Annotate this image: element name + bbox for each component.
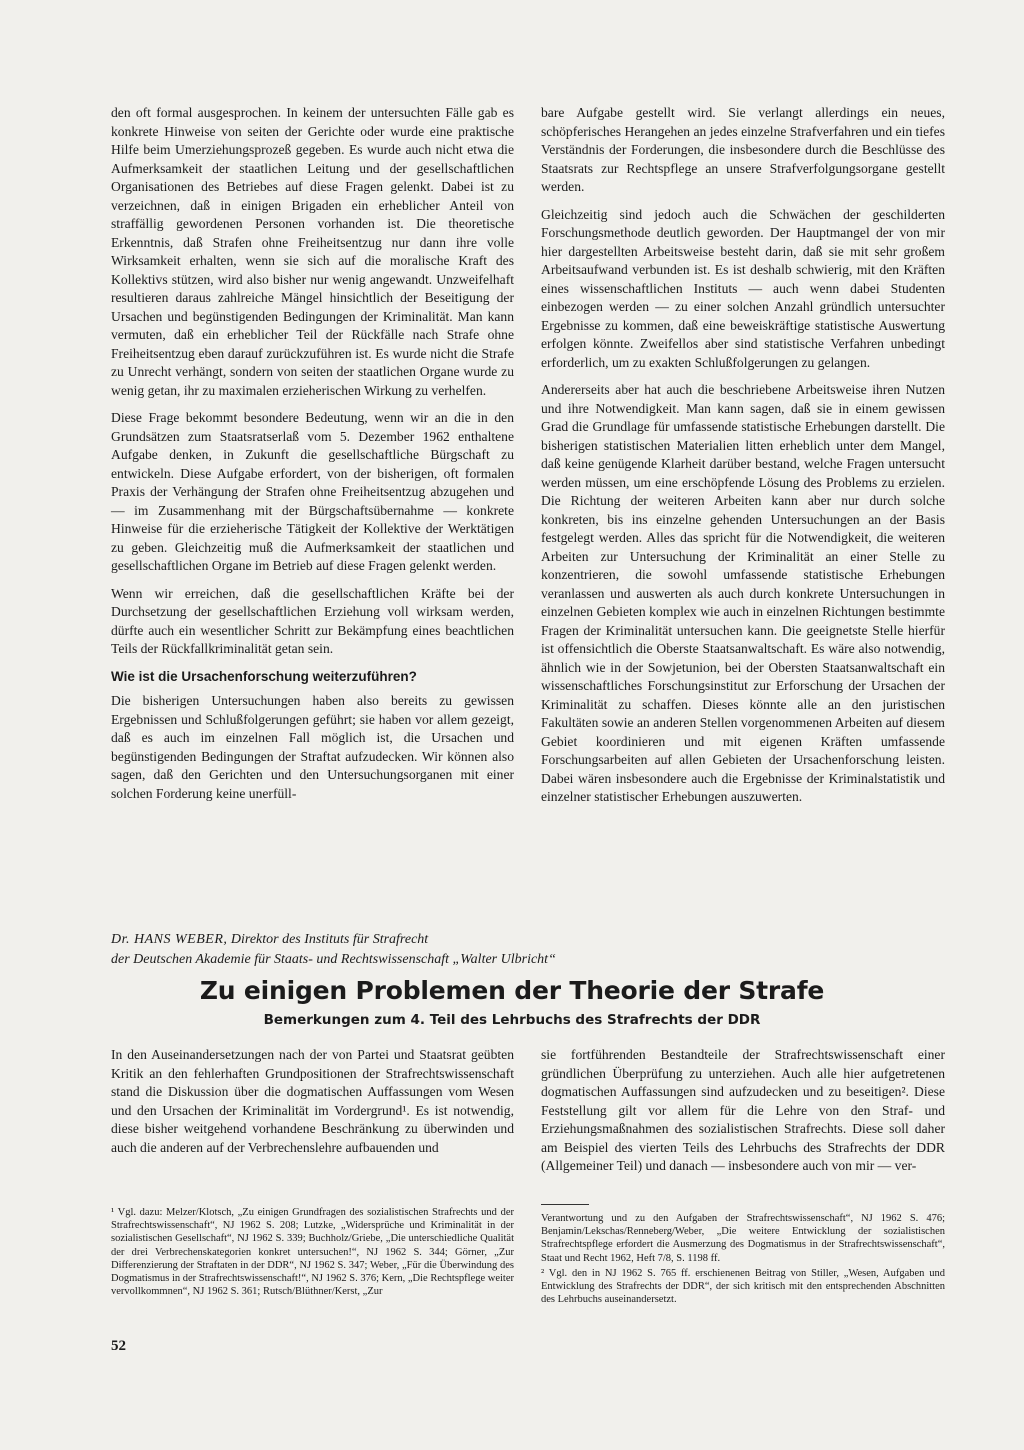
paragraph: bare Aufgabe gestellt wird. Sie verlangt allerdings ein neues, schöpferisches Herangehen an jedes einzelne Strafverfahren und ein tiefes Verständnis der Forderungen, die insbesondere durch die Beschlüsse des Staatsrats zur Rechtspflege an unsere Strafverfolgungsorgane gestellt werden. — [541, 105, 945, 194]
author-name: Dr. HANS WEBER, — [111, 932, 228, 947]
byline-line-1 — [111, 930, 951, 950]
author-role: Direktor des Instituts für Strafrecht — [227, 932, 429, 947]
article-subtitle: Bemerkungen zum 4. Teil des Lehrbuchs des Strafrechts der DDR — [263, 1012, 761, 1028]
paragraph: Wenn wir erreichen, daß die gesellschaftlichen Kräfte bei der Durchsetzung der gesellschaftlichen Erziehung voll wirksam werden, dürfte auch ein wesentlicher Schritt zur Bekämpfung eines beachtlichen Teils der Rückfallkriminalität getan sein. — [111, 585, 514, 656]
section-subheading: Wie ist die Ursachenforschung weiterzuführen? — [111, 668, 417, 684]
paragraph: Diese Frage bekommt besondere Bedeutung, wenn wir an die in den Grundsätzen zum Staatsratserlaß vom 5. Dezember 1962 enthaltene Aufgabe denken, in Zukunft die gesellschaftliche Bürgschaft zu entwickeln. Diese Aufgabe erfordert, von der bisherigen, oft formalen Praxis der Verhängung der Strafen ohne Freiheitsentzug abzugehen und — im Zusammenhang mit der Bürgschaftsübernahme — konkrete Hinweise für die erzieherische Tätigkeit der Kollektive der Werktätigen zu geben. Gleichzeitig muß die Aufmerksamkeit der staatlichen und gesellschaftlichen Organe im Betrieb auf diese Fragen gelenkt werden. — [111, 410, 514, 573]
paragraph: sie fortführenden Bestandteile der Strafrechtswissenschaft einer gründlichen Überprüfung zu unterziehen. Auch alle hier aufgetretenen dogmatischen Auffassungen sind aufzudecken und zu beseitigen². Diese Feststellung gilt vor allem für die Lehre von den Straf- und Erziehungsmaßnahmen des sozialistischen Strafrechts. Diese soll daher am Beispiel des vierten Teils des Lehrbuchs des Strafrechts der DDR (Allgemeiner Teil) und danach — insbesondere auch von mir — ver- — [541, 1047, 945, 1173]
footnote-1-continued: Verantwortung und zu den Aufgaben der Strafrechtswissenschaft“, NJ 1962 S. 476; Benjamin/Lekschas/Renneberg/Weber, „Die weitere Entwicklung der sozialistischen Strafrechtspflege erfordert die Ausmerzung des Dogmatismus in der Strafrechtswissenschaft“, Staat und Recht 1962, Heft 7/8, S. 1198 ff. — [541, 1213, 945, 1264]
paragraph: den oft formal ausgesprochen. In keinem der untersuchten Fälle gab es konkrete Hinweise von seiten der Gerichte oder wurde eine praktische Hilfe beim Umerziehungsprozeß gegeben. Es wurde auch nicht etwa die Aufmerksamkeit der staatlichen Leitung und der gesellschaftlichen Organisationen des Betriebes auf diese Fragen gelenkt. Dabei ist zu verzeichnen, daß in einigen Brigaden ein erheblicher Anteil von straffällig gewordenen Personen vorhanden ist. Die theoretische Erkenntnis, daß Strafen ohne Freiheitsentzug nur dann ihre volle Wirksamkeit erhalten, wenn sie sich auf die moralische Kraft des Kollektivs stützen, wird also bisher nur wenig angewandt. Unzweifelhaft resultieren daraus zahlreiche Mängel hinsichtlich der Beseitigung der Ursachen und begünstigenden Bedingungen der Kriminalität. Man kann vermuten, daß ein erheblicher Teil der Rückfälle nach Strafe ohne Freiheitsentzug eben darauf zurückzuführen ist. Es wurde nicht die Strafe zu Unrecht verhängt, sondern von seiten der staatlichen Organe wurde zu wenig getan, ihr zu maximalen erzieherischen Wirkung zu verhelfen. — [111, 105, 514, 398]
article1-right-column — [541, 104, 945, 807]
paragraph: In den Auseinandersetzungen nach der von Partei und Staatsrat geübten Kritik an den fehlerhaften Grundpositionen der Strafrechtswissenschaft stand die Diskussion über die dogmatischen Auffassungen vom Wesen und den Ursachen der Kriminalität im Vordergrund¹. Es ist notwendig, diese bisher weitgehend vorhandene Beschränkung zu überwinden und auch die anderen auf der Verbrechenslehre aufbauenden und — [111, 1047, 514, 1155]
footnotes-left — [111, 1206, 514, 1300]
article2-left-column — [111, 1046, 514, 1157]
footnote-1: ¹ Vgl. dazu: Melzer/Klotsch, „Zu einigen Grundfragen des sozialistischen Strafrechts und der Strafrechtswissenschaft“, NJ 1962 S. 208; Lutzke, „Widersprüche und Kriminalität in der sozialistischen Gesellschaft“, NJ 1962 S. 339; Buchholz/Griebe, „Die unterschiedliche Qualität der drei Verbrechenskategorien konkret untersuchen!“, NJ 1962 S. 344; Görner, „Zur Differenzierung der Straftaten in der DDR“, NJ 1962 S. 347; Weber, „Für die Überwindung des Dogmatismus in der Strafrechtswissenschaft!“, NJ 1962 S. 376; Kern, „Die Rechtspflege weiter vervollkommnen“, NJ 1962 S. 361; Rutsch/Blüthner/Kerst, „Zur — [111, 1207, 514, 1298]
paragraph: Die bisherigen Untersuchungen haben also bereits zu gewissen Ergebnissen und Schlußfolgerungen geführt; sie haben vor allem gezeigt, daß es auch im einzelnen Fall möglich ist, die Ursachen und begünstigenden Bedingungen der Straftat aufzudecken. Wir können also sagen, daß den Gerichten und den Untersuchungsorganen mit einer solchen Forderung keine unerfüll- — [111, 693, 514, 801]
author-byline — [111, 930, 951, 970]
footnote-divider — [541, 1204, 589, 1205]
paragraph: Gleichzeitig sind jedoch auch die Schwächen der geschilderten Forschungsmethode deutlich geworden. Der Hauptmangel der von mir hier dargestellten Arbeitsweise besteht darin, daß sie mit sehr großem Arbeitsaufwand verbunden ist. Es ist deshalb schwierig, mit den Kräften eines wissenschaftlichen Instituts — auch wenn dabei Studenten einbezogen werden — zu einer solchen Anzahl gründlich untersuchter Ergebnisse zu kommen, daß eine beweiskräftige statistische Auswertung erfolgen könnte. Zweifellos aber sind statistische Verfahren unbedingt erforderlich, um zu exakten Schlußfolgerungen zu gelangen. — [541, 206, 945, 370]
article1-left-column — [111, 104, 514, 803]
paragraph: Andererseits aber hat auch die beschriebene Arbeitsweise ihren Nutzen und ihre Notwendigkeit. Man kann sagen, daß sie in einem gewissen Grad die Grundlage für umfassende statistische Erhebungen darstellt. Die bisherigen statistischen Materialien litten erheblich unter dem Mangel, daß keine genügende Klarheit darüber bestand, welche Fragen untersucht werden müssen, um eine erschöpfende Lösung des Problems zu erzielen. Die Richtung der weiteren Arbeiten kann aber nur durch solche konkreten, bis ins einzelne gehenden Untersuchungen an der Basis festgelegt werden. Alles das spricht für die Notwendigkeit, die weiteren Arbeiten zur Untersuchung der Kriminalität an einer Stelle zu konzentrieren, die sowohl umfassende statistische Erhebungen veranlassen und auswerten als auch durch konkrete Untersuchungen in einzelnen Gebieten komplex wie auch in einzelnen Richtungen bestimmte Fragen der Kriminalität untersuchen kann. Die geeignetste Stelle hierfür ist offensichtlich die Oberste Staatsanwaltschaft. Es wäre also notwendig, ähnlich wie in der Sowjetunion, bei der Obersten Staatsanwaltschaft ein wissenschaftliches Forschungsinstitut zur Erforschung der Ursachen der Kriminalität zu schaffen. Dieses könnte alle an den juristischen Fakultäten sowie an anderen Stellen vorgenommenen Arbeiten auf diesem Gebiet koordinieren und mit eigenen Kräften umfassende Forschungsarbeiten auf allen Gebieten der Ursachenforschung leisten. Dabei wären insbesondere auch die Ergebnisse der Kriminalstatistik und einzelner statistischer Erhebungen auszuwerten. — [541, 382, 945, 804]
footnotes-right — [541, 1212, 945, 1308]
footnote-2: ² Vgl. den in NJ 1962 S. 765 ff. erschienenen Beitrag von Stiller, „Wesen, Aufgaben und Entwicklung des Strafrechts der DDR“, der sich kritisch mit den entsprechenden Abschnitten des Lehrbuchs auseinandersetzt. — [541, 1267, 945, 1306]
page-number: 52 — [111, 1338, 126, 1354]
article-title: Zu einigen Problemen der Theorie der Strafe — [199, 976, 825, 1005]
article2-right-column — [541, 1046, 945, 1176]
byline-line-2: der Deutschen Akademie für Staats- und Rechtswissenschaft „Walter Ulbricht“ — [111, 952, 556, 967]
